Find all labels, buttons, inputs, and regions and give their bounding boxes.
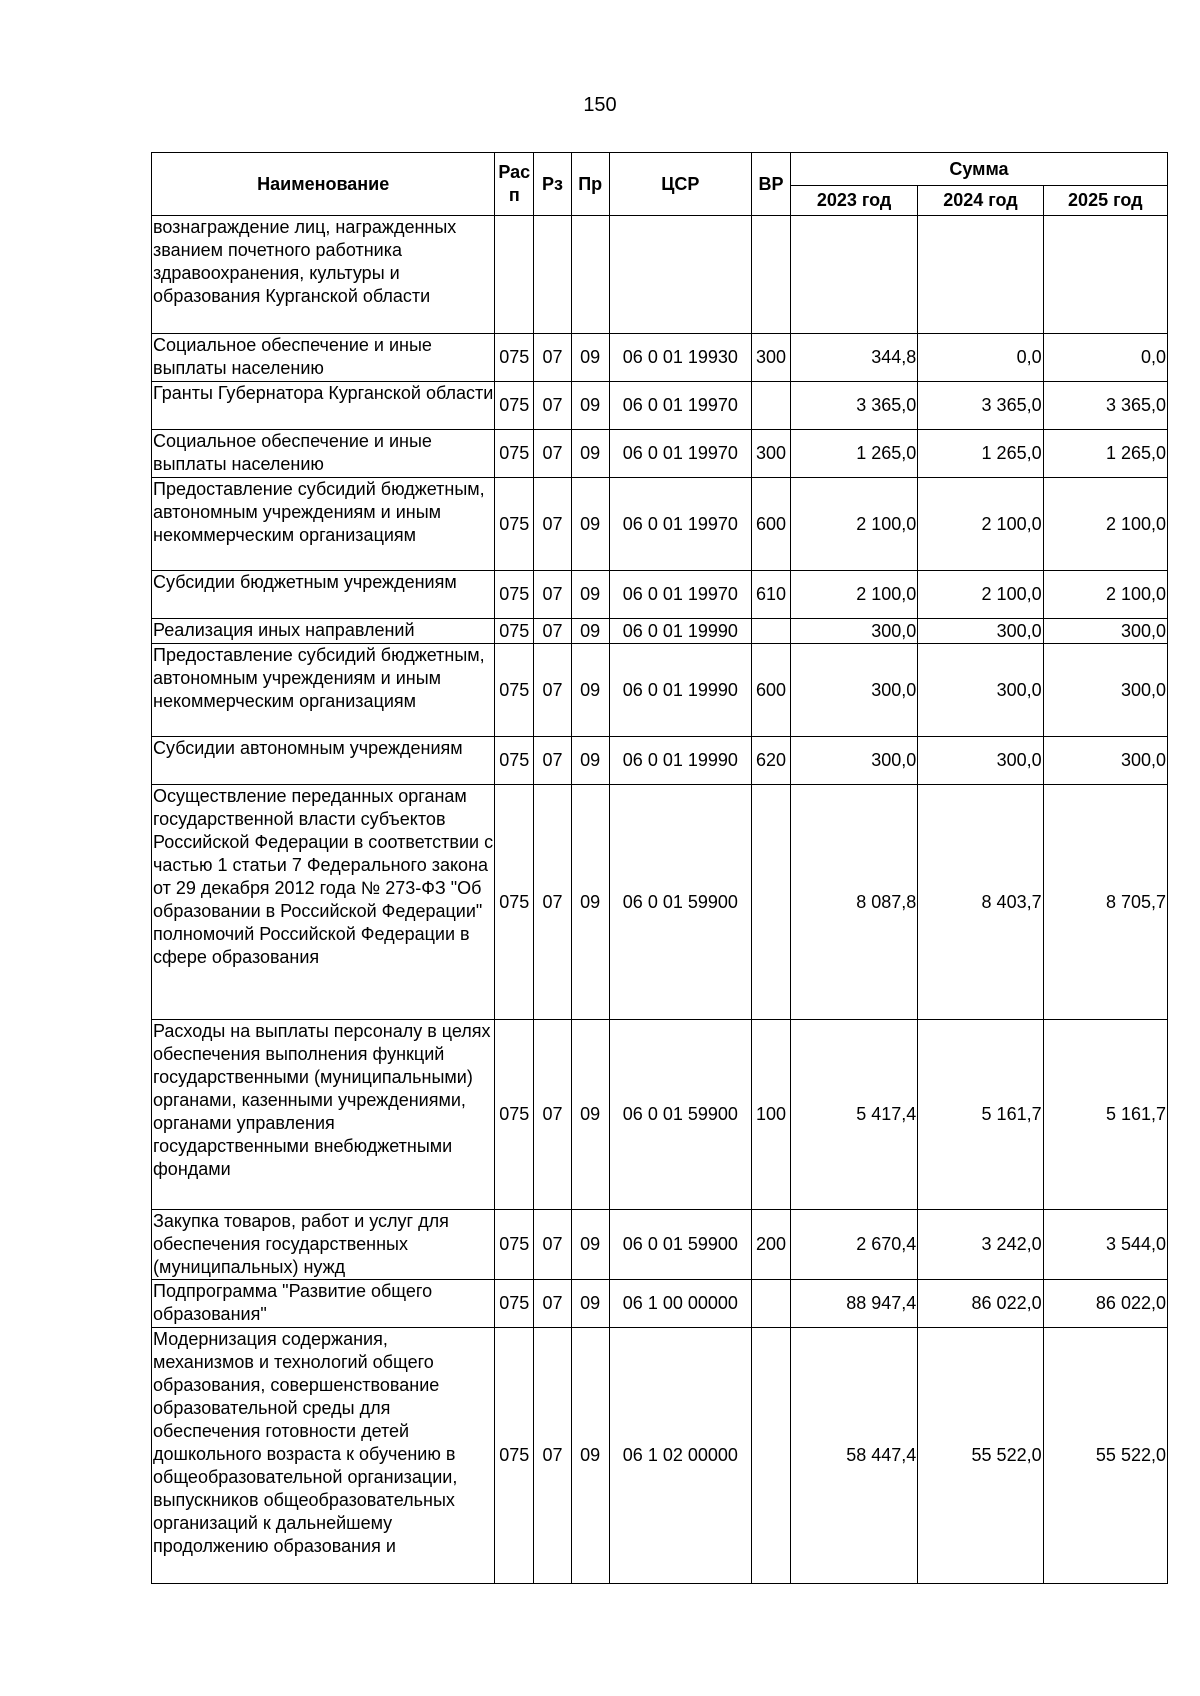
row-csr: 06 1 00 00000 xyxy=(609,1280,752,1328)
header-2024: 2024 год xyxy=(918,186,1043,216)
row-rz: 07 xyxy=(534,1328,572,1584)
row-sum-2024: 300,0 xyxy=(918,737,1043,785)
row-sum-2024: 86 022,0 xyxy=(918,1280,1043,1328)
row-name: Подпрограмма "Развитие общего образования" xyxy=(152,1280,495,1328)
row-name: Социальное обеспечение и иные выплаты населению xyxy=(152,334,495,382)
header-sum: Сумма xyxy=(790,153,1167,186)
table-row xyxy=(152,571,1168,619)
row-rz: 07 xyxy=(534,1020,572,1210)
row-csr: 06 0 01 59900 xyxy=(609,1210,752,1280)
row-rz: 07 xyxy=(534,334,572,382)
row-sum-2023: 300,0 xyxy=(790,737,917,785)
row-rz: 07 xyxy=(534,478,572,571)
table-row xyxy=(152,619,1168,644)
row-csr: 06 0 01 19930 xyxy=(609,334,752,382)
table-row xyxy=(152,334,1168,382)
row-sum-2023: 300,0 xyxy=(790,619,917,644)
row-csr xyxy=(609,216,752,334)
row-name: Субсидии автономным учреждениям xyxy=(152,737,495,785)
row-vr: 620 xyxy=(752,737,791,785)
table-row xyxy=(152,382,1168,430)
row-rasp: 075 xyxy=(495,737,534,785)
row-rz: 07 xyxy=(534,571,572,619)
row-vr: 200 xyxy=(752,1210,791,1280)
row-csr: 06 0 01 19990 xyxy=(609,737,752,785)
row-csr: 06 0 01 19970 xyxy=(609,430,752,478)
row-sum-2025 xyxy=(1043,216,1167,334)
row-rasp: 075 xyxy=(495,430,534,478)
row-pr: 09 xyxy=(571,1020,609,1210)
row-name: Реализация иных направлений xyxy=(152,619,495,644)
row-sum-2023 xyxy=(790,216,917,334)
row-sum-2024: 3 242,0 xyxy=(918,1210,1043,1280)
row-pr: 09 xyxy=(571,619,609,644)
row-vr: 100 xyxy=(752,1020,791,1210)
table-row xyxy=(152,1210,1168,1280)
table-row xyxy=(152,430,1168,478)
table-row xyxy=(152,737,1168,785)
row-pr: 09 xyxy=(571,785,609,1020)
row-name: Модернизация содержания, механизмов и технологий общего образования, совершенствование образовательной среды для обеспечения готовности детей дошкольного возраста к обучению в общеобразовательной организации, выпускников общеобразовательных организаций к дальнейшему продолжению образования и xyxy=(152,1328,495,1584)
page-number: 150 xyxy=(583,94,617,116)
row-rasp: 075 xyxy=(495,785,534,1020)
row-name: Расходы на выплаты персоналу в целях обеспечения выполнения функций государственными (муниципальными) органами, казенными учреждениями, органами управления государственными внебюджетными фондами xyxy=(152,1020,495,1210)
row-sum-2024: 1 265,0 xyxy=(918,430,1043,478)
row-csr: 06 0 01 19990 xyxy=(609,619,752,644)
row-vr: 600 xyxy=(752,644,791,737)
row-rasp: 075 xyxy=(495,571,534,619)
row-sum-2023: 8 087,8 xyxy=(790,785,917,1020)
row-vr: 600 xyxy=(752,478,791,571)
row-pr: 09 xyxy=(571,430,609,478)
row-csr: 06 0 01 19970 xyxy=(609,571,752,619)
row-rz: 07 xyxy=(534,737,572,785)
row-sum-2025: 0,0 xyxy=(1043,334,1167,382)
row-sum-2023: 1 265,0 xyxy=(790,430,917,478)
row-rz: 07 xyxy=(534,644,572,737)
row-rasp: 075 xyxy=(495,1210,534,1280)
table-row xyxy=(152,1020,1168,1210)
row-sum-2025: 5 161,7 xyxy=(1043,1020,1167,1210)
row-rz: 07 xyxy=(534,619,572,644)
row-sum-2025: 300,0 xyxy=(1043,644,1167,737)
header-rz: Рз xyxy=(534,153,572,216)
row-name: Социальное обеспечение и иные выплаты населению xyxy=(152,430,495,478)
row-sum-2024: 3 365,0 xyxy=(918,382,1043,430)
row-sum-2024: 0,0 xyxy=(918,334,1043,382)
row-rz xyxy=(534,216,572,334)
row-sum-2025: 55 522,0 xyxy=(1043,1328,1167,1584)
row-csr: 06 0 01 19970 xyxy=(609,382,752,430)
header-pr: Пр xyxy=(571,153,609,216)
row-sum-2024: 300,0 xyxy=(918,619,1043,644)
row-sum-2025: 2 100,0 xyxy=(1043,478,1167,571)
row-vr xyxy=(752,619,791,644)
row-pr: 09 xyxy=(571,571,609,619)
row-rasp: 075 xyxy=(495,644,534,737)
row-rz: 07 xyxy=(534,430,572,478)
row-pr xyxy=(571,216,609,334)
row-vr: 300 xyxy=(752,430,791,478)
row-sum-2025: 2 100,0 xyxy=(1043,571,1167,619)
row-rasp: 075 xyxy=(495,478,534,571)
row-rz: 07 xyxy=(534,1280,572,1328)
row-csr: 06 0 01 59900 xyxy=(609,1020,752,1210)
row-rz: 07 xyxy=(534,785,572,1020)
row-sum-2023: 3 365,0 xyxy=(790,382,917,430)
row-pr: 09 xyxy=(571,382,609,430)
row-sum-2024: 55 522,0 xyxy=(918,1328,1043,1584)
row-name: Гранты Губернатора Курганской области xyxy=(152,382,495,430)
row-sum-2025: 300,0 xyxy=(1043,619,1167,644)
row-name: Предоставление субсидий бюджетным, автономным учреждениям и иным некоммерческим организациям xyxy=(152,478,495,571)
row-vr xyxy=(752,785,791,1020)
header-vr: ВР xyxy=(752,153,791,216)
row-sum-2024: 8 403,7 xyxy=(918,785,1043,1020)
row-rz: 07 xyxy=(534,382,572,430)
row-vr xyxy=(752,1328,791,1584)
row-sum-2024: 2 100,0 xyxy=(918,478,1043,571)
row-vr xyxy=(752,1280,791,1328)
row-csr: 06 0 01 19970 xyxy=(609,478,752,571)
row-sum-2023: 344,8 xyxy=(790,334,917,382)
row-sum-2023: 5 417,4 xyxy=(790,1020,917,1210)
table-row xyxy=(152,1328,1168,1584)
row-pr: 09 xyxy=(571,737,609,785)
row-sum-2023: 88 947,4 xyxy=(790,1280,917,1328)
row-rasp: 075 xyxy=(495,1020,534,1210)
row-name: вознаграждение лиц, награжденных званием почетного работника здравоохранения, культуры и образования Курганской области xyxy=(152,216,495,334)
row-sum-2024 xyxy=(918,216,1043,334)
row-rasp: 075 xyxy=(495,334,534,382)
row-rz: 07 xyxy=(534,1210,572,1280)
header-csr: ЦСР xyxy=(609,153,752,216)
table-row xyxy=(152,644,1168,737)
table-row xyxy=(152,785,1168,1020)
budget-table xyxy=(151,152,1168,1584)
header-name: Наименование xyxy=(152,153,495,216)
row-name: Осуществление переданных органам государственной власти субъектов Российской Федерации в соответствии с частью 1 статьи 7 Федерального закона от 29 декабря 2012 года № 273-ФЗ "Об образовании в Российской Федерации" полномочий Российской Федерации в сфере образования xyxy=(152,785,495,1020)
row-sum-2024: 2 100,0 xyxy=(918,571,1043,619)
row-sum-2023: 58 447,4 xyxy=(790,1328,917,1584)
row-rasp: 075 xyxy=(495,1328,534,1584)
row-pr: 09 xyxy=(571,644,609,737)
row-sum-2025: 3 365,0 xyxy=(1043,382,1167,430)
row-sum-2025: 3 544,0 xyxy=(1043,1210,1167,1280)
row-sum-2024: 300,0 xyxy=(918,644,1043,737)
table-row xyxy=(152,216,1168,334)
row-vr xyxy=(752,216,791,334)
row-pr: 09 xyxy=(571,334,609,382)
row-pr: 09 xyxy=(571,478,609,571)
table-body xyxy=(152,216,1168,1584)
row-pr: 09 xyxy=(571,1328,609,1584)
row-pr: 09 xyxy=(571,1210,609,1280)
row-csr: 06 0 01 59900 xyxy=(609,785,752,1020)
row-sum-2023: 2 670,4 xyxy=(790,1210,917,1280)
row-vr xyxy=(752,382,791,430)
header-2023: 2023 год xyxy=(790,186,917,216)
row-rasp xyxy=(495,216,534,334)
row-sum-2024: 5 161,7 xyxy=(918,1020,1043,1210)
row-sum-2025: 1 265,0 xyxy=(1043,430,1167,478)
row-sum-2023: 300,0 xyxy=(790,644,917,737)
row-csr: 06 0 01 19990 xyxy=(609,644,752,737)
table-row xyxy=(152,1280,1168,1328)
row-rasp: 075 xyxy=(495,1280,534,1328)
table-row xyxy=(152,478,1168,571)
row-name: Предоставление субсидий бюджетным, автономным учреждениям и иным некоммерческим организациям xyxy=(152,644,495,737)
row-name: Закупка товаров, работ и услуг для обеспечения государственных (муниципальных) нужд xyxy=(152,1210,495,1280)
row-name: Субсидии бюджетным учреждениям xyxy=(152,571,495,619)
row-vr: 300 xyxy=(752,334,791,382)
row-rasp: 075 xyxy=(495,619,534,644)
row-rasp: 075 xyxy=(495,382,534,430)
row-pr: 09 xyxy=(571,1280,609,1328)
row-sum-2023: 2 100,0 xyxy=(790,478,917,571)
header-2025: 2025 год xyxy=(1043,186,1167,216)
row-sum-2025: 8 705,7 xyxy=(1043,785,1167,1020)
row-csr: 06 1 02 00000 xyxy=(609,1328,752,1584)
row-sum-2025: 86 022,0 xyxy=(1043,1280,1167,1328)
header-rasp: Рас п xyxy=(495,153,534,216)
row-sum-2023: 2 100,0 xyxy=(790,571,917,619)
row-vr: 610 xyxy=(752,571,791,619)
row-sum-2025: 300,0 xyxy=(1043,737,1167,785)
